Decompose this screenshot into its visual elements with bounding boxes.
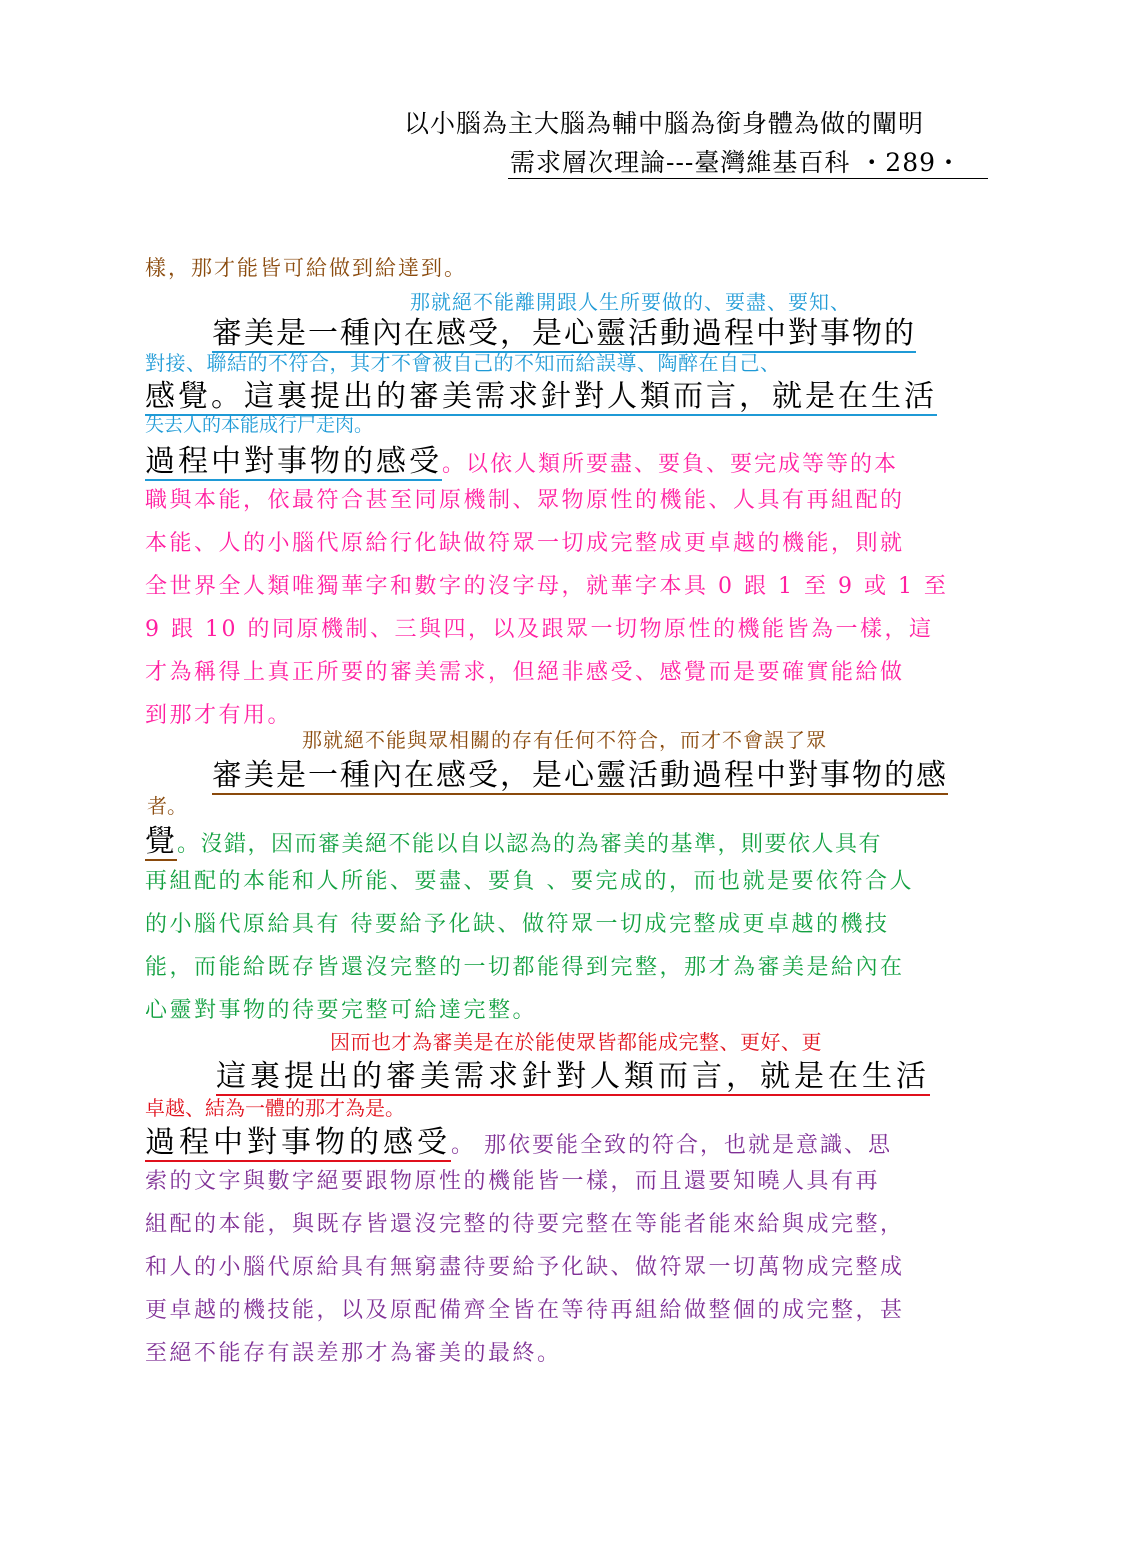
main-sentence xyxy=(145,816,882,860)
paragraph xyxy=(145,1160,990,1375)
main-sentence xyxy=(145,371,937,415)
paragraph-line: 更卓越的機技能，以及原配備齊全皆在等待再組給做整個的成完整，甚 xyxy=(145,1298,905,1323)
annotation-note: 那就絕不能與眾相關的存有任何不符合，而才不會誤了眾 xyxy=(302,728,827,752)
paragraph-line: 和人的小腦代原給具有無窮盡待要給予化缺、做符眾一切萬物成完整成 xyxy=(145,1255,905,1280)
main-sentence-text: 覺 xyxy=(145,824,177,859)
header-divider xyxy=(508,178,988,179)
paragraph-line: 全世界全人類唯獨華字和數字的沒字母，就華字本具 0 跟 1 至 9 或 1 至 xyxy=(145,574,949,599)
main-sentence xyxy=(145,1117,892,1161)
paragraph-text: 。 那依要能全致的符合，也就是意識、思 xyxy=(451,1133,892,1158)
annotation-note: 因而也才為審美是在於能使眾皆都能成完整、更好、更 xyxy=(330,1030,822,1054)
paragraph-line: 職與本能，依最符合甚至同原機制、眾物原性的機能、人具有再組配的 xyxy=(145,488,905,513)
main-sentence xyxy=(216,1051,930,1095)
paragraph xyxy=(145,860,990,1032)
main-sentence xyxy=(145,436,898,480)
paragraph-line: 到那才有用。 xyxy=(145,703,293,728)
paragraph-line: 本能、人的小腦代原給行化缺做符眾一切成完整成更卓越的機能，則就 xyxy=(145,531,905,556)
main-sentence-text: 這裏提出的審美需求針對人類而言，就是在生活 xyxy=(216,1059,930,1094)
main-sentence-text: 過程中對事物的感受 xyxy=(145,1125,451,1160)
main-sentence xyxy=(212,750,948,794)
annotation-note: 那就絕不能離開跟人生所要做的、要盡、要知、 xyxy=(410,290,851,314)
paragraph-line: 索的文字與數字絕要跟物原性的機能皆一樣，而且還要知曉人具有再 xyxy=(145,1169,881,1194)
paragraph-line: 再組配的本能和人所能、要盡、要負 、要完成的，而也就是要依符合人 xyxy=(145,869,914,894)
paragraph-line: 至絕不能存有誤差那才為審美的最終。 xyxy=(145,1341,562,1366)
annotation-note: 失去人的本能成行尸走肉。 xyxy=(145,414,374,436)
annotation-note: 對接、聯結的不符合，其才不會被自己的不知而給誤導、陶醉在自己、 xyxy=(145,351,781,375)
annotation-note: 者。 xyxy=(147,794,187,818)
paragraph-text: 。沒錯，因而審美絕不能以自以認為的為審美的基準，則要依人具有 xyxy=(177,832,883,857)
paragraph-line: 心靈對事物的待要完整可給達完整。 xyxy=(145,998,538,1023)
main-sentence-text: 審美是一種內在感受，是心靈活動過程中對事物的感 xyxy=(212,758,948,793)
annotation-note: 卓越、結為一體的那才為是。 xyxy=(145,1096,405,1120)
page-header-title: 以小腦為主大腦為輔中腦為銜身體為做的闡明 xyxy=(404,109,925,138)
main-sentence xyxy=(212,308,916,352)
main-sentence-text: 感覺。這裏提出的審美需求針對人類而言，就是在生活 xyxy=(145,379,937,414)
main-sentence-text: 審美是一種內在感受，是心靈活動過程中對事物的 xyxy=(212,316,916,351)
paragraph-line: 能，而能給既存皆還沒完整的一切都能得到完整，那才為審美是給內在 xyxy=(145,955,905,980)
paragraph-line: 9 跟 10 的同原機制、三與四，以及跟眾一切物原性的機能皆為一樣，這 xyxy=(145,617,934,642)
paragraph-line: 才為稱得上真正所要的審美需求，但絕非感受、感覺而是要確實能給做 xyxy=(145,660,905,685)
continuation-line: 樣，那才能皆可給做到給達到。 xyxy=(145,256,467,280)
paragraph-text: 。以依人類所要盡、要負、要完成等等的本 xyxy=(442,452,899,477)
paragraph-line: 組配的本能，與既存皆還沒完整的待要完整在等能者能來給與成完整， xyxy=(145,1212,905,1237)
main-sentence-text: 過程中對事物的感受 xyxy=(145,444,442,479)
paragraph-line: 的小腦代原給具有 待要給予化缺、做符眾一切成完整成更卓越的機技 xyxy=(145,912,890,937)
paragraph xyxy=(145,479,990,737)
page-header-subtitle: 需求層次理論---臺灣維基百科 ・289・ xyxy=(510,148,963,177)
